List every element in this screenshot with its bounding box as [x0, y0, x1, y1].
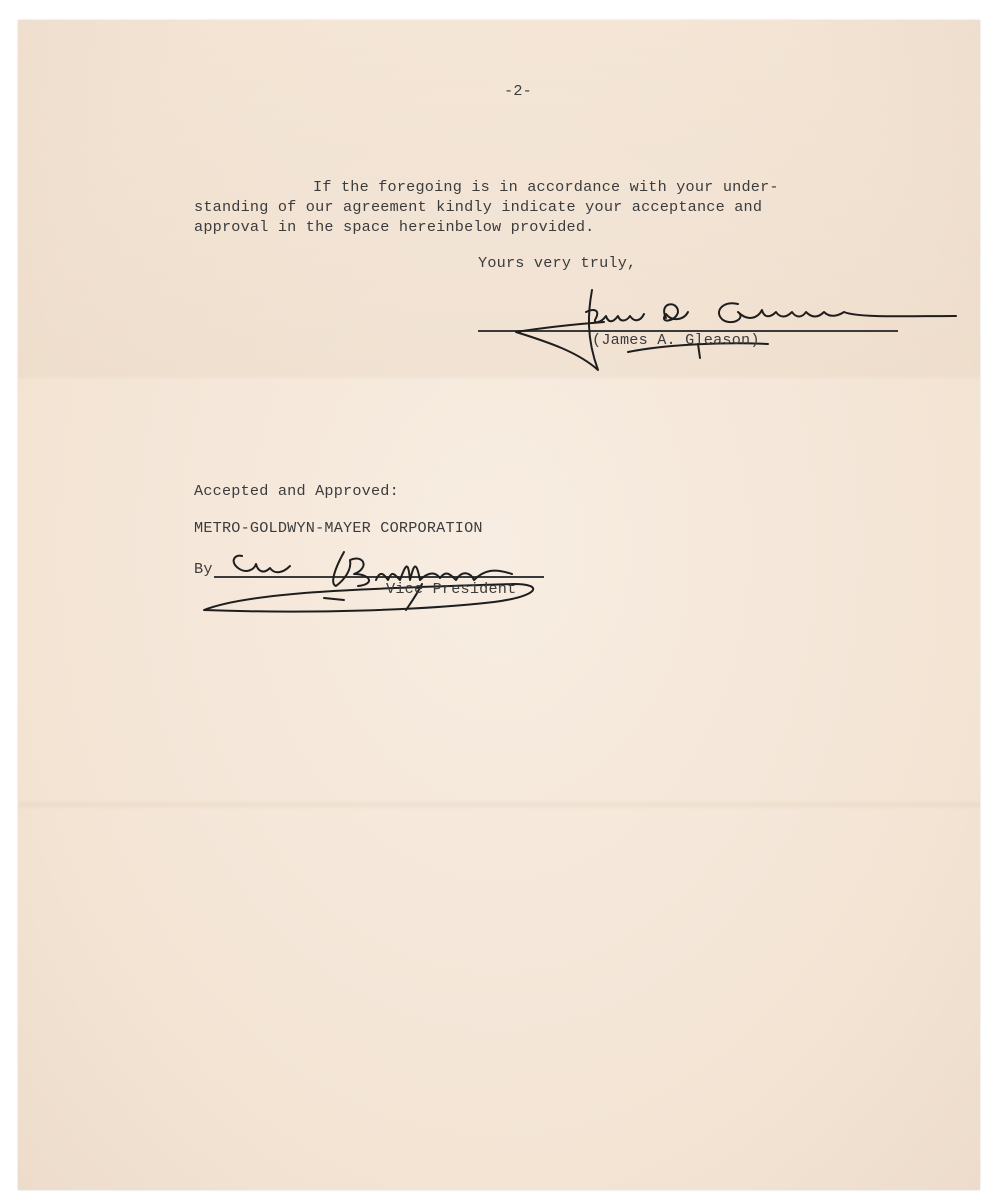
page-number: -2- — [504, 82, 532, 100]
letter-page — [18, 20, 980, 1190]
paragraph-line-2: standing of our agreement kindly indicate your acceptance and — [194, 198, 763, 216]
acceptance-heading: Accepted and Approved: — [194, 482, 399, 500]
typed-signer-name: (James A. Gleason) — [592, 331, 760, 349]
paragraph-line-1: If the foregoing is in accordance with your under- — [313, 178, 779, 196]
signer-title: Vice President — [386, 580, 517, 598]
by-label: By — [194, 560, 213, 578]
closing-salutation: Yours very truly, — [478, 254, 637, 272]
company-name: METRO-GOLDWYN-MAYER CORPORATION — [194, 519, 483, 537]
paragraph-line-3: approval in the space hereinbelow provided. — [194, 218, 595, 236]
